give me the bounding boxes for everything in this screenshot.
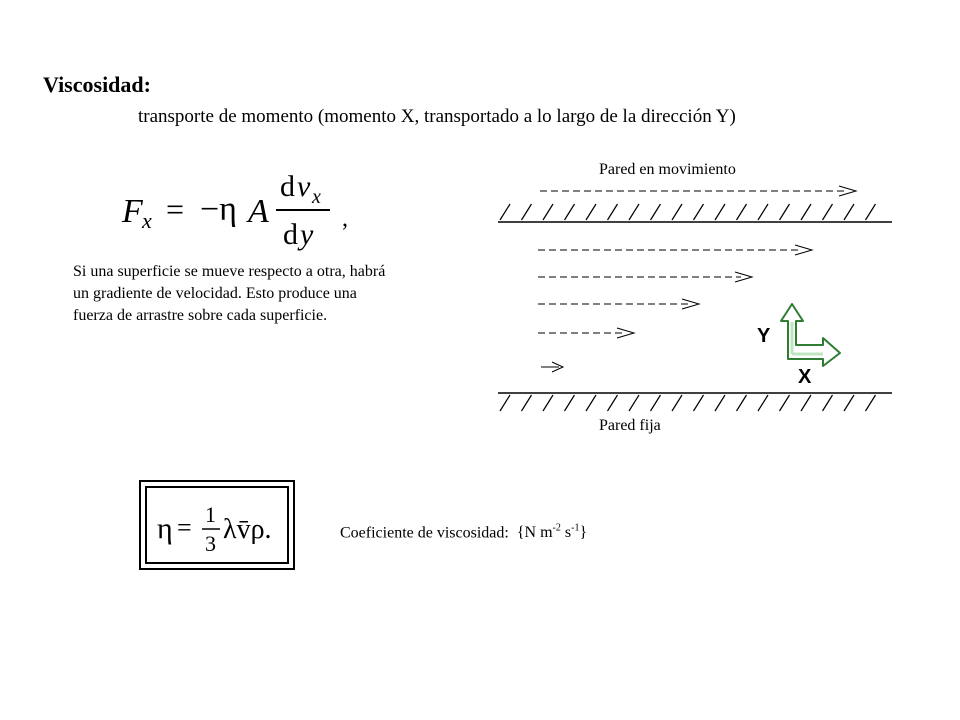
coefficient-formula-inner-frame bbox=[145, 486, 289, 564]
hatch-mark bbox=[522, 395, 532, 411]
hatch-mark bbox=[758, 395, 768, 411]
hatch-mark bbox=[522, 204, 532, 220]
paragraph-line-2: un gradiente de velocidad. Esto produce una bbox=[73, 285, 357, 302]
coefficient-units: {N $m^{-2}$ $s^{-1}$} bbox=[516, 523, 588, 542]
velocity-vector-6 bbox=[541, 362, 563, 372]
hatch-mark bbox=[715, 395, 725, 411]
numerator-d: d bbox=[280, 170, 295, 203]
coef-numerator: 1 bbox=[205, 502, 216, 527]
coef-rest: λv̄ρ. bbox=[223, 514, 272, 545]
hatch-mark bbox=[801, 204, 811, 220]
denominator-d: d bbox=[283, 218, 298, 251]
axis-x-label: X bbox=[798, 366, 812, 388]
hatch-mark bbox=[715, 204, 725, 220]
fixed-wall bbox=[498, 393, 892, 411]
hatch-mark bbox=[586, 204, 596, 220]
coefficient-label bbox=[340, 523, 587, 542]
hatch-mark bbox=[694, 204, 704, 220]
area-symbol: A bbox=[248, 193, 269, 230]
fixed-wall-hatch bbox=[500, 395, 876, 411]
hatch-mark bbox=[608, 204, 618, 220]
hatch-mark bbox=[543, 395, 553, 411]
hatch-mark bbox=[844, 204, 854, 220]
force-subscript: x bbox=[142, 208, 152, 233]
hatch-mark bbox=[565, 204, 575, 220]
explanation-paragraph bbox=[73, 261, 503, 327]
coordinate-axes bbox=[781, 304, 840, 366]
numerator-v: v bbox=[297, 170, 311, 203]
hatch-mark bbox=[844, 395, 854, 411]
hatch-mark bbox=[543, 204, 553, 220]
coef-equals: = bbox=[177, 513, 192, 542]
hatch-mark bbox=[737, 204, 747, 220]
paragraph-line-1: Si una superficie se mueve respecto a otra, habrá bbox=[73, 263, 386, 280]
fixed-wall-label: Pared fija bbox=[599, 417, 661, 434]
axes-outline bbox=[781, 304, 840, 366]
hatch-mark bbox=[565, 395, 575, 411]
hatch-mark bbox=[694, 395, 704, 411]
hatch-mark bbox=[823, 204, 833, 220]
equation-comma: , bbox=[342, 206, 348, 232]
hatch-mark bbox=[780, 204, 790, 220]
numerator-subscript: x bbox=[312, 186, 321, 208]
hatch-mark bbox=[823, 395, 833, 411]
eta-symbol: η bbox=[157, 512, 173, 545]
coefficient-formula-box bbox=[139, 480, 295, 570]
hatch-mark bbox=[758, 204, 768, 220]
viscosity-equation bbox=[121, 170, 348, 251]
paragraph-line-3: fuerza de arrastre sobre cada superficie. bbox=[73, 307, 328, 324]
velocity-vector-1 bbox=[540, 186, 856, 196]
hatch-mark bbox=[651, 204, 661, 220]
coefficient-formula bbox=[147, 488, 291, 566]
force-symbol: F bbox=[122, 193, 143, 230]
hatch-mark bbox=[500, 204, 510, 220]
equals-sign: = bbox=[166, 191, 185, 227]
hatch-mark bbox=[866, 204, 876, 220]
hatch-mark bbox=[866, 395, 876, 411]
hatch-mark bbox=[500, 395, 510, 411]
velocity-vector-3 bbox=[538, 272, 752, 282]
flow-diagram bbox=[498, 186, 892, 411]
moving-wall-label: Pared en movimiento bbox=[599, 161, 736, 178]
hatch-mark bbox=[801, 395, 811, 411]
hatch-mark bbox=[651, 395, 661, 411]
hatch-mark bbox=[780, 395, 790, 411]
hatch-mark bbox=[629, 204, 639, 220]
moving-wall bbox=[498, 204, 892, 222]
hatch-mark bbox=[629, 395, 639, 411]
hatch-mark bbox=[672, 395, 682, 411]
axis-y-label: Y bbox=[757, 325, 771, 347]
moving-wall-hatch bbox=[500, 204, 876, 220]
minus-eta: −η bbox=[200, 191, 237, 228]
coef-denominator: 3 bbox=[205, 531, 216, 556]
page-subtitle: transporte de momento (momento X, transportado a lo largo de la dirección Y) bbox=[138, 106, 736, 127]
coefficient-text: Coeficiente de viscosidad: bbox=[340, 524, 509, 542]
velocity-vector-2 bbox=[538, 245, 812, 255]
hatch-mark bbox=[737, 395, 747, 411]
page-title: Viscosidad: bbox=[43, 72, 151, 97]
hatch-mark bbox=[672, 204, 682, 220]
hatch-mark bbox=[608, 395, 618, 411]
velocity-vector-4 bbox=[538, 299, 699, 309]
hatch-mark bbox=[586, 395, 596, 411]
velocity-vector-5 bbox=[538, 328, 634, 338]
denominator-y: y bbox=[300, 218, 314, 251]
